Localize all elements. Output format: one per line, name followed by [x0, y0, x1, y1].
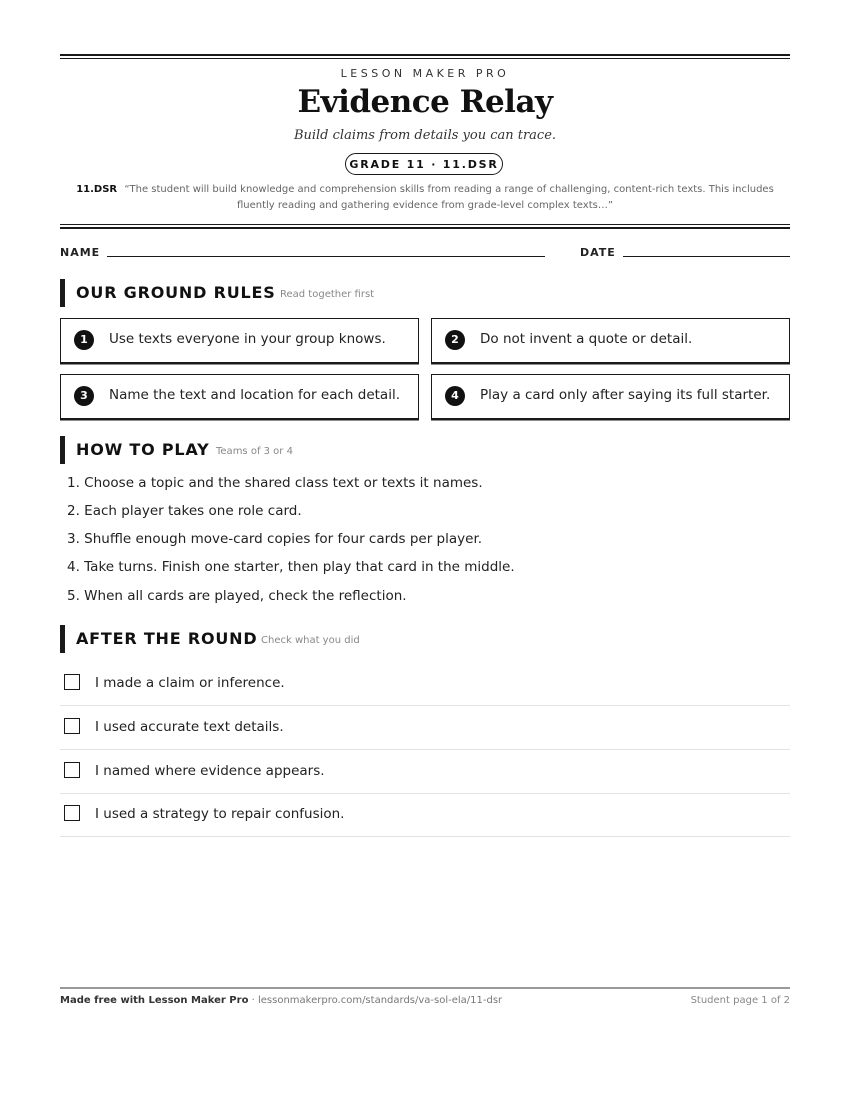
worksheet-subtitle: Build claims from details you can trace. — [293, 128, 557, 143]
step-item: 1. Choose a topic and the shared class text or texts it names. — [67, 475, 483, 491]
section-accent-bar — [60, 279, 65, 307]
ground-rules-header — [60, 279, 460, 307]
footer-made-with: Made free with Lesson Maker Pro — [60, 995, 249, 1006]
name-field[interactable] — [107, 256, 545, 257]
footer-url[interactable]: · lessonmakerpro.com/standards/va-sol-ela/11-dsr — [248, 995, 503, 1006]
checklist-item — [60, 661, 790, 706]
header-bottom-rule — [60, 227, 790, 229]
section-accent-bar — [60, 436, 65, 464]
how-to-play-title: HOW TO PLAY — [76, 440, 210, 459]
standard-text: “The student will build knowledge and comprehension skills from reading a range of challenging, content-rich texts. This includes fluently reading and gathering evidence from grade-level complex texts…” — [124, 184, 774, 211]
checkbox[interactable] — [64, 674, 80, 690]
footer-page-number: Student page 1 of 2 — [690, 995, 790, 1006]
section-accent-bar — [60, 625, 65, 653]
checklist-item-label: I used a strategy to repair confusion. — [95, 806, 345, 822]
how-to-play-subtitle: Teams of 3 or 4 — [216, 446, 293, 457]
grade-badge: GRADE 11 · 11.DSR — [345, 153, 503, 175]
header-top-rule-thin — [60, 58, 790, 59]
checkbox[interactable] — [64, 762, 80, 778]
header-bottom-rule-thin — [60, 224, 790, 225]
rule-number-badge: 3 — [74, 386, 94, 406]
standard-code: 11.DSR — [76, 184, 118, 195]
checklist-item — [60, 749, 790, 794]
rule-number-badge: 2 — [445, 330, 465, 350]
step-item: 4. Take turns. Finish one starter, then play that card in the middle. — [67, 559, 515, 575]
checklist-item-label: I named where evidence appears. — [95, 763, 325, 779]
worksheet-title: Evidence Relay — [297, 84, 553, 120]
rule-text: Use texts everyone in your group knows. — [109, 331, 386, 347]
standard-description — [70, 182, 780, 214]
rule-text: Name the text and location for each detail. — [109, 387, 400, 403]
rule-number-badge: 4 — [445, 386, 465, 406]
rule-card — [60, 318, 419, 363]
rule-text: Play a card only after saying its full starter. — [480, 387, 771, 403]
rule-text: Do not invent a quote or detail. — [480, 331, 693, 347]
checklist-item — [60, 705, 790, 750]
after-round-subtitle: Check what you did — [261, 635, 360, 646]
footer-rule — [60, 987, 790, 989]
how-to-play-header — [60, 436, 460, 464]
checklist-item — [60, 792, 790, 837]
step-item: 5. When all cards are played, check the reflection. — [67, 588, 407, 604]
brand-name: LESSON MAKER PRO — [340, 67, 510, 80]
after-round-title: AFTER THE ROUND — [76, 629, 258, 648]
worksheet-page — [60, 0, 790, 1100]
ground-rules-title: OUR GROUND RULES — [76, 283, 276, 302]
ground-rules-subtitle: Read together first — [280, 289, 375, 300]
rule-number-badge: 1 — [74, 330, 94, 350]
rule-card — [60, 374, 419, 419]
date-field[interactable] — [623, 256, 790, 257]
checkbox[interactable] — [64, 805, 80, 821]
header-top-rule — [60, 54, 790, 56]
name-label: NAME — [60, 246, 101, 259]
footer-credit — [60, 995, 502, 1006]
checklist-item-label: I used accurate text details. — [95, 719, 284, 735]
step-item: 3. Shuffle enough move-card copies for four cards per player. — [67, 531, 483, 547]
rule-card — [431, 318, 790, 363]
rule-card — [431, 374, 790, 419]
step-item: 2. Each player takes one role card. — [67, 503, 302, 519]
date-label: DATE — [580, 246, 616, 259]
checklist-item-label: I made a claim or inference. — [95, 675, 285, 691]
checkbox[interactable] — [64, 718, 80, 734]
after-round-header — [60, 625, 460, 653]
